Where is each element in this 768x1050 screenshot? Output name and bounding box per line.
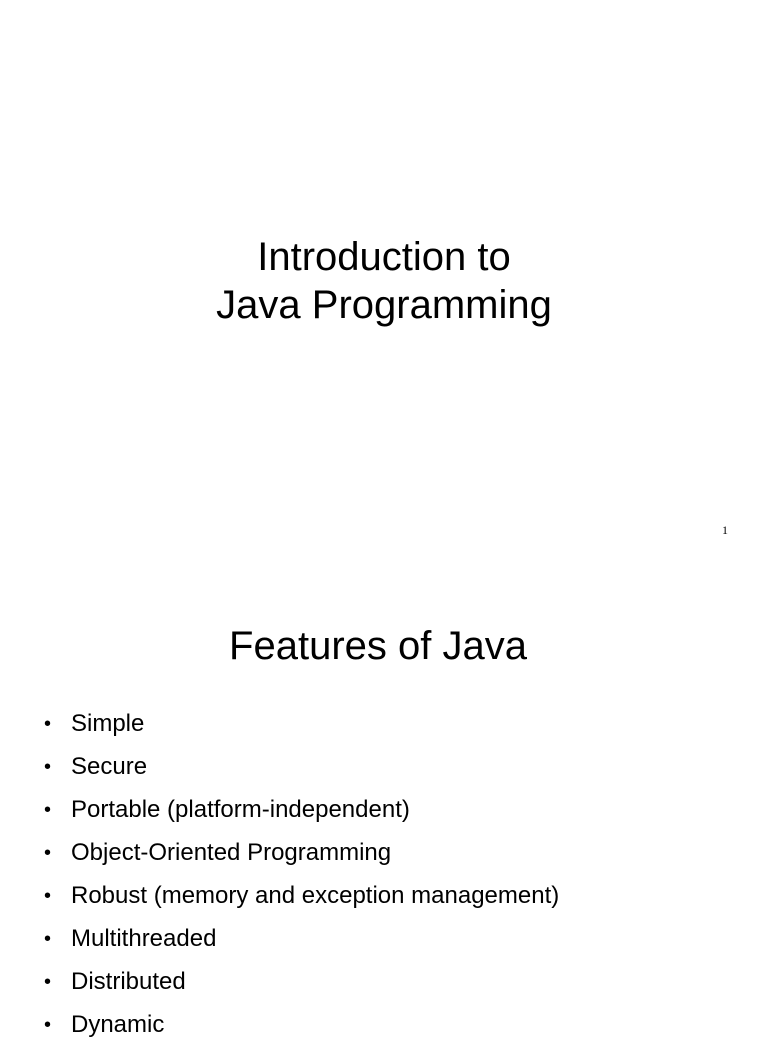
list-item (40, 706, 559, 749)
list-item (40, 878, 559, 921)
list-item (40, 921, 559, 964)
bullet-icon: • (44, 971, 52, 993)
slide-title-line-1: Introduction to (257, 235, 511, 279)
bullet-icon: • (44, 756, 52, 778)
list-item (40, 792, 559, 835)
bullet-icon: • (44, 713, 52, 735)
list-item-label: Distributed (71, 968, 186, 995)
bullet-icon: • (44, 928, 52, 950)
list-item-label: Secure (71, 753, 148, 780)
list-item (40, 749, 559, 792)
list-item (40, 964, 559, 1007)
list-item-label: Portable (platform-independent) (71, 796, 410, 823)
slide-heading: Features of Java (229, 624, 527, 668)
list-item-label: Dynamic (71, 1011, 165, 1038)
list-item-label: Multithreaded (71, 925, 217, 952)
slide-title-line-2: Java Programming (216, 283, 552, 327)
list-item (40, 1007, 559, 1050)
feature-list (40, 706, 559, 1050)
bullet-icon: • (44, 1014, 52, 1036)
bullet-icon: • (44, 842, 52, 864)
slide-2 (0, 576, 768, 1038)
slide-title (0, 233, 768, 329)
bullet-icon: • (44, 799, 52, 821)
bullet-icon: • (44, 885, 52, 907)
list-item (40, 835, 559, 878)
list-item-label: Simple (71, 710, 145, 737)
list-item-label: Object-Oriented Programming (71, 839, 392, 866)
page-number: 1 (722, 523, 728, 537)
list-item-label: Robust (memory and exception management) (71, 882, 560, 909)
